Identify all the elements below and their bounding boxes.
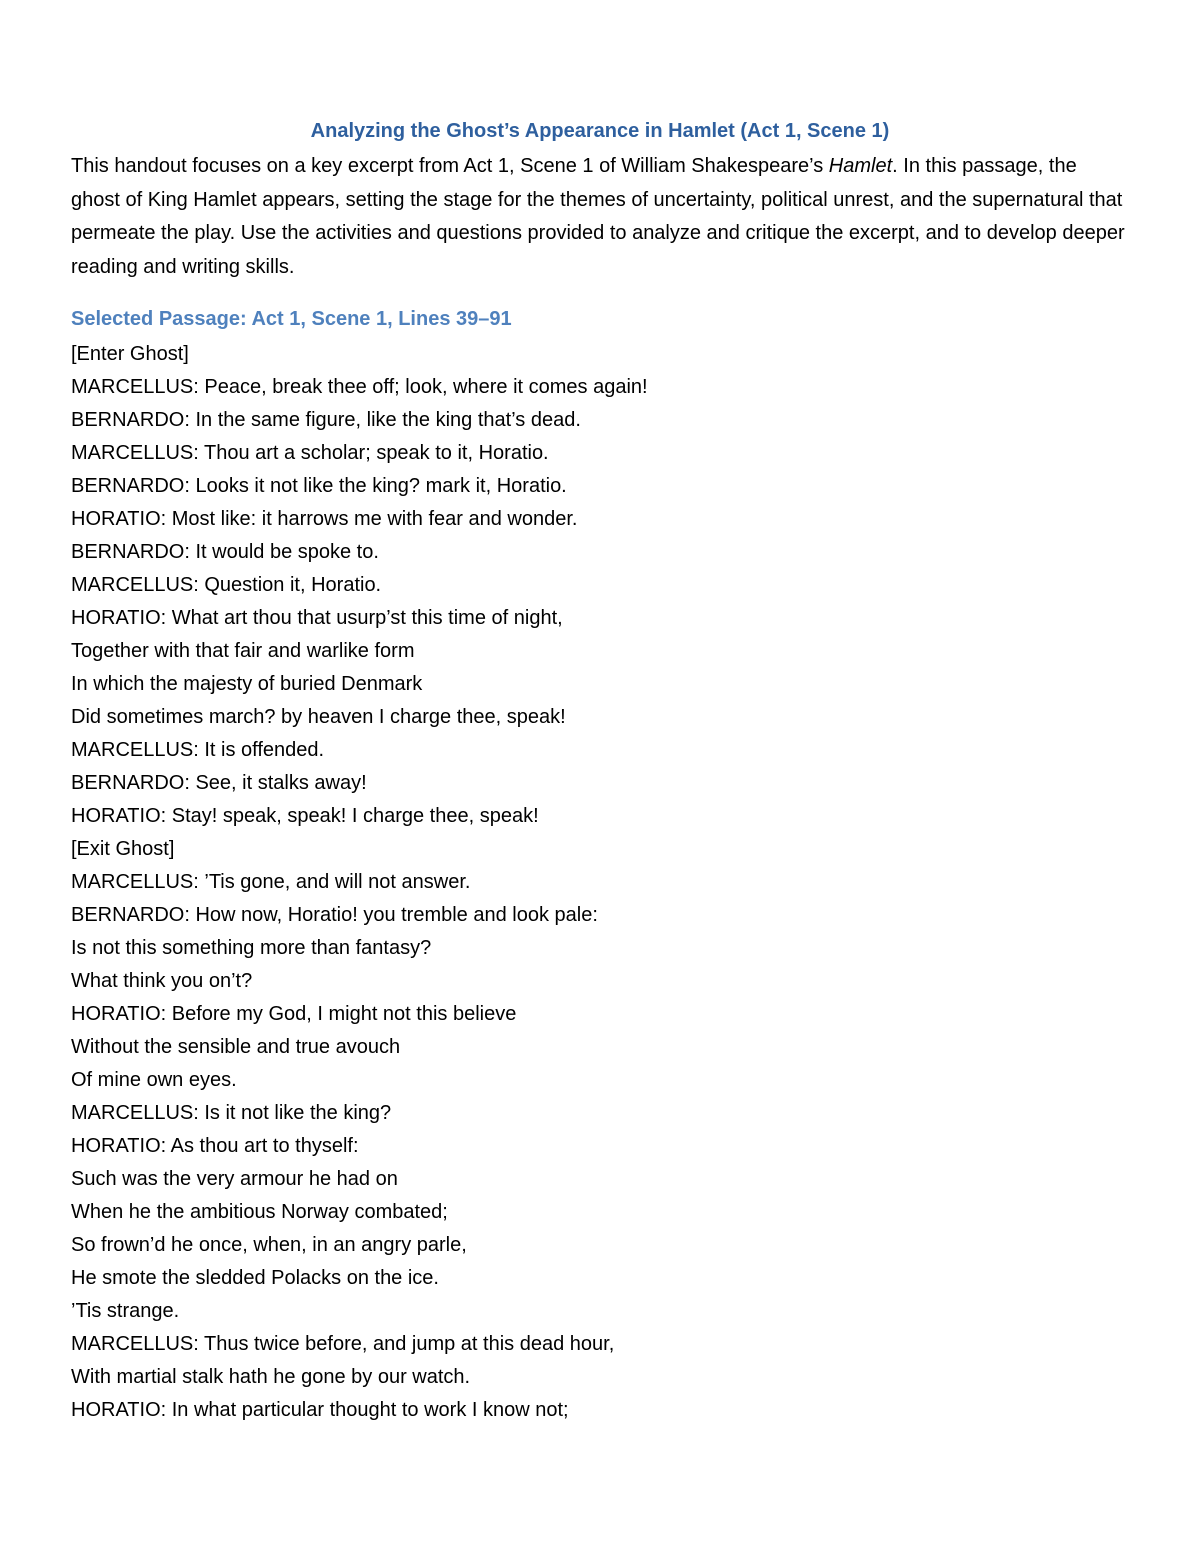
intro-text-start: This handout focuses on a key excerpt from Act 1, Scene 1 of William Shakespeare’s	[71, 155, 829, 177]
intro-paragraph	[71, 150, 1129, 284]
passage-line: With martial stalk hath he gone by our watch.	[71, 1366, 471, 1388]
passage-line: Together with that fair and warlike form	[71, 640, 415, 662]
passage-line: MARCELLUS: Is it not like the king?	[71, 1102, 392, 1124]
passage-line: Did sometimes march? by heaven I charge thee, speak!	[71, 706, 566, 728]
passage-line: MARCELLUS: Thus twice before, and jump at this dead hour,	[71, 1333, 615, 1355]
passage-line: MARCELLUS: Thou art a scholar; speak to it, Horatio.	[71, 442, 549, 464]
passage-line: BERNARDO: Looks it not like the king? mark it, Horatio.	[71, 475, 567, 497]
passage-line: HORATIO: Before my God, I might not this believe	[71, 1003, 517, 1025]
passage-lines	[71, 338, 1129, 1427]
passage-line: HORATIO: In what particular thought to work I know not;	[71, 1399, 569, 1421]
passage-line: HORATIO: Most like: it harrows me with fear and wonder.	[71, 508, 578, 530]
passage-line: Is not this something more than fantasy?	[71, 937, 432, 959]
document-page	[71, 116, 1129, 1427]
passage-line: BERNARDO: How now, Horatio! you tremble and look pale:	[71, 904, 598, 926]
passage-line: Without the sensible and true avouch	[71, 1036, 401, 1058]
play-title-italic: Hamlet	[828, 155, 893, 177]
passage-line: HORATIO: Stay! speak, speak! I charge thee, speak!	[71, 805, 539, 827]
section-heading: Selected Passage: Act 1, Scene 1, Lines 39–91	[71, 308, 512, 330]
document-title: Analyzing the Ghost’s Appearance in Hamlet (Act 1, Scene 1)	[310, 120, 890, 142]
intro-text-end: . In this passage, the ghost of King Hamlet appears, setting the stage for the themes of uncertainty, political unrest, and the supernatural that permeate the play. Use the activities and questions provided to analyze and critique the excerpt, and to develop deeper reading and writing skills.	[71, 155, 1125, 278]
passage-line: MARCELLUS: Peace, break thee off; look, where it comes again!	[71, 376, 648, 398]
passage-line: HORATIO: As thou art to thyself:	[71, 1135, 359, 1157]
passage-line: Such was the very armour he had on	[71, 1168, 398, 1190]
passage-line: [Enter Ghost]	[71, 343, 189, 365]
passage-line: Of mine own eyes.	[71, 1069, 237, 1091]
passage-line: [Exit Ghost]	[71, 838, 175, 860]
passage-line: BERNARDO: See, it stalks away!	[71, 772, 367, 794]
passage-line: MARCELLUS: Question it, Horatio.	[71, 574, 382, 596]
passage-line: So frown’d he once, when, in an angry parle,	[71, 1234, 467, 1256]
passage-line: HORATIO: What art thou that usurp’st this time of night,	[71, 607, 563, 629]
passage-line: In which the majesty of buried Denmark	[71, 673, 423, 695]
passage-line: When he the ambitious Norway combated;	[71, 1201, 448, 1223]
passage-line: ’Tis strange.	[71, 1300, 180, 1322]
passage-line: MARCELLUS: ’Tis gone, and will not answer.	[71, 871, 471, 893]
passage-line: BERNARDO: In the same figure, like the king that’s dead.	[71, 409, 581, 431]
passage-line: MARCELLUS: It is offended.	[71, 739, 325, 761]
passage-line: What think you on’t?	[71, 970, 253, 992]
passage-line: He smote the sledded Polacks on the ice.	[71, 1267, 439, 1289]
passage-line: BERNARDO: It would be spoke to.	[71, 541, 379, 563]
